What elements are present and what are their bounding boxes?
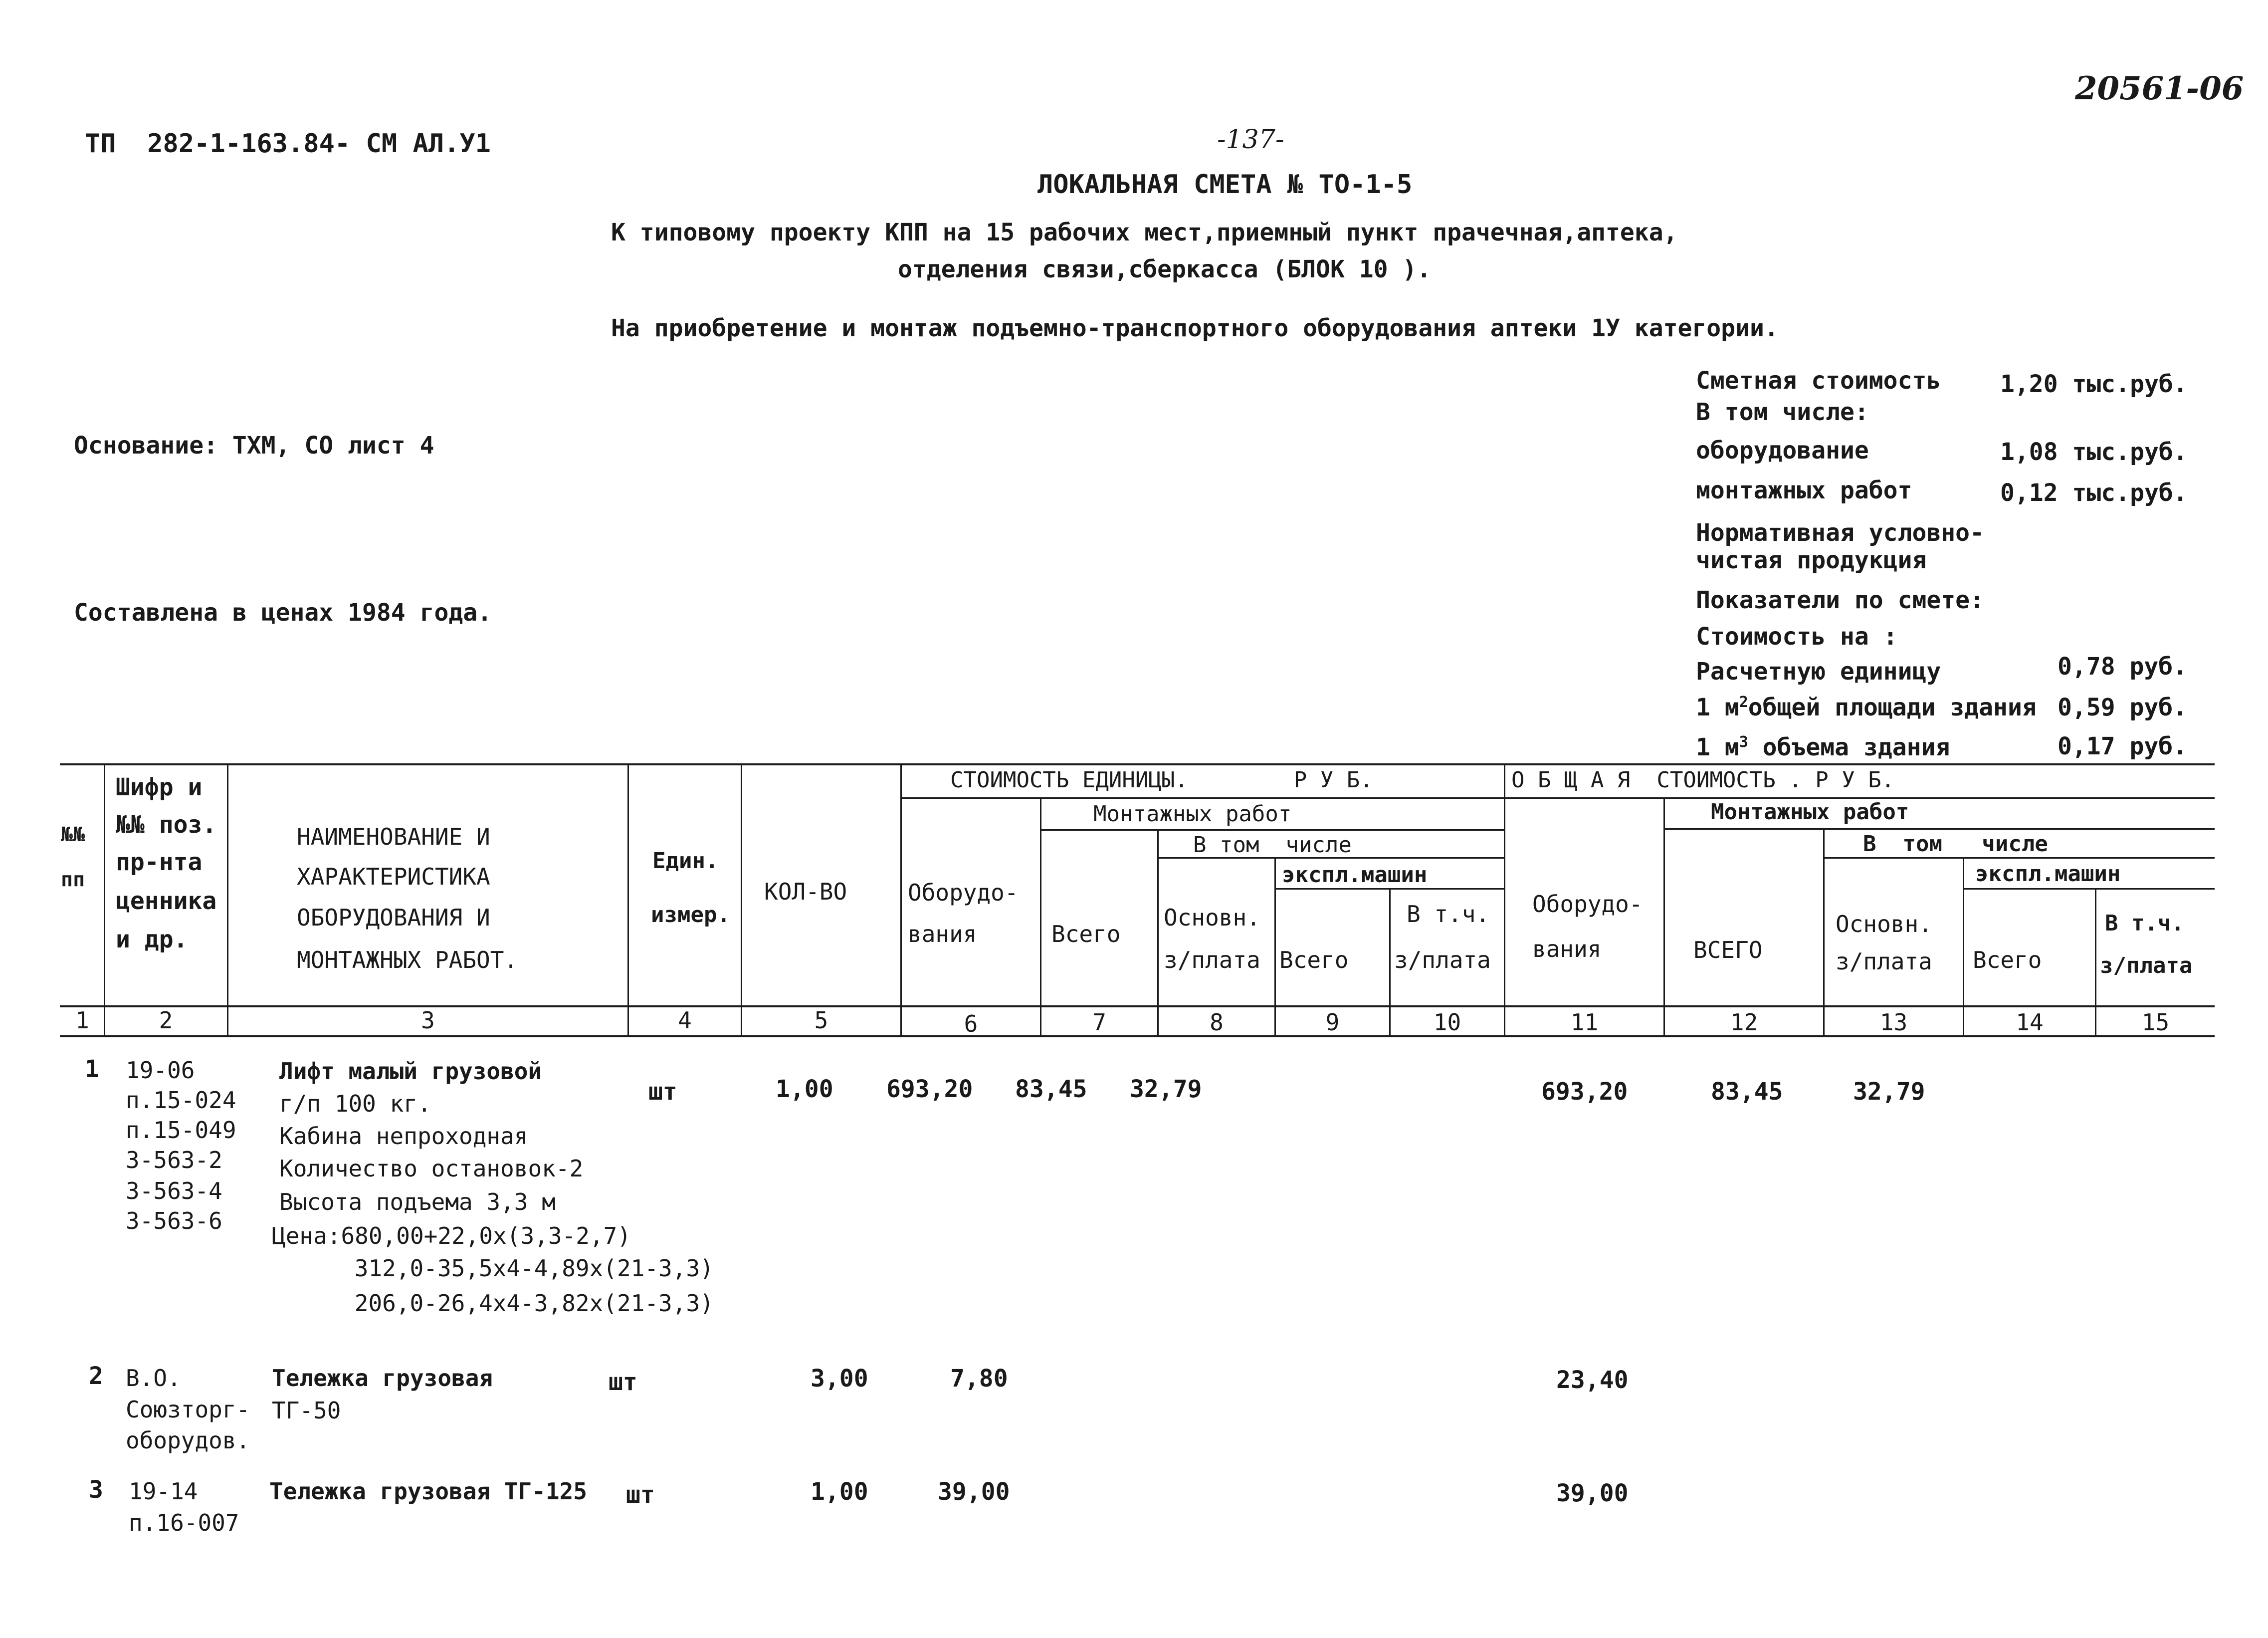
area-superscript: 2 [1739, 694, 1748, 711]
row1-num: 1 [85, 1055, 99, 1083]
hdr-col2-l1: Шифр и [116, 773, 203, 801]
hdr-install-total-left: Всего [1051, 921, 1121, 947]
row1-name-1: г/п 100 кг. [279, 1090, 431, 1117]
hdr-basic-wage-left-l2: з/плата [1164, 946, 1260, 973]
hdr-col1-l2: пп [61, 868, 85, 891]
row2-unit: шт [609, 1368, 637, 1396]
vline-3 [627, 763, 629, 1035]
area-label [1696, 694, 2037, 721]
hdr-col3-l3: ОБОРУДОВАНИЯ И [297, 904, 490, 931]
subtitle-line-2: отделения связи,сберкасса (БЛОК 10 ). [898, 255, 1432, 283]
hdr-col2-l4: ценника [116, 887, 217, 915]
area-label-post: общей площади здания [1748, 694, 2037, 721]
page-number: -137- [1217, 125, 1284, 155]
row2-code-1: Союзторг- [126, 1396, 250, 1423]
hdr-equip-l1: Оборудо- [908, 879, 1019, 906]
hdr-col5: КОЛ-ВО [764, 878, 847, 905]
row3-code-0: 19-14 [129, 1478, 198, 1505]
colnum-15: 15 [2141, 1009, 2170, 1036]
row3-tot-equip: 39,00 [1556, 1479, 1629, 1507]
colnum-2: 2 [159, 1007, 173, 1034]
row1-tot-inst: 83,45 [1711, 1078, 1783, 1106]
vline-12 [1823, 828, 1825, 1035]
colnum-12: 12 [1730, 1009, 1758, 1036]
including-label: В том числе: [1696, 398, 1869, 426]
prices-year-line: Составлена в ценах 1984 года. [74, 599, 492, 627]
hdr-equip-l2: вания [908, 921, 977, 947]
volume-label-pre: 1 м [1696, 733, 1739, 761]
row1-code-0: 19-06 [126, 1057, 195, 1084]
subtitle-line-1: К типовому проекту КПП на 15 рабочих мест,приемный пункт прачечная,аптека, [611, 219, 1678, 246]
installation-label: монтажных работ [1696, 476, 1912, 504]
vline-2 [227, 763, 228, 1035]
colnum-13: 13 [1879, 1009, 1908, 1036]
row2-name-1: ТГ-50 [272, 1397, 341, 1424]
hdr-total-equip-l2: вания [1532, 936, 1602, 962]
colnum-1: 1 [75, 1007, 89, 1034]
vline-1 [104, 763, 105, 1035]
vline-6 [1040, 797, 1041, 1035]
area-label-pre: 1 м [1696, 694, 1739, 721]
colnum-11: 11 [1570, 1009, 1599, 1036]
row1-equip: 693,20 [886, 1075, 973, 1103]
row2-num: 2 [89, 1362, 103, 1390]
hdr-basic-wage-right-l1: Основн. [1836, 911, 1932, 937]
grid-install-header-right [1663, 828, 2215, 830]
cost-per-label: Стоимость на : [1696, 623, 1898, 651]
grid-top [60, 763, 2215, 765]
hdr-incl-wage-right-l1: В т.ч. [2105, 911, 2184, 936]
row1-name-0: Лифт малый грузовой [279, 1058, 542, 1085]
row1-name-3: Количество остановок-2 [279, 1155, 584, 1182]
hdr-machines-right: экспл.машин [1975, 861, 2121, 887]
document-code: ТП 282-1-163.84- СМ АЛ.У1 [85, 129, 491, 159]
hdr-basic-wage-left-l1: Основн. [1164, 904, 1260, 931]
row2-code-2: оборудов. [126, 1427, 250, 1454]
normative-label-1: Нормативная условно- [1696, 519, 1984, 547]
colnum-8: 8 [1210, 1009, 1224, 1036]
vline-7 [1157, 829, 1159, 1035]
hdr-basic-wage-right-l2: з/плата [1836, 948, 1932, 975]
hdr-total-equip-l1: Оборудо- [1532, 891, 1643, 918]
stamp-number: 20561-06 [2075, 70, 2244, 107]
colnum-10: 10 [1433, 1009, 1461, 1036]
row1-code-3: 3-563-2 [126, 1147, 222, 1173]
row1-code-5: 3-563-6 [126, 1207, 222, 1234]
equipment-label: оборудование [1696, 437, 1869, 465]
vline-11 [1663, 797, 1665, 1035]
hdr-col1-l1: №№ [61, 823, 85, 846]
hdr-all-right: Всего [1973, 946, 2042, 973]
equipment-value: 1,08 тыс.руб. [2000, 438, 2188, 466]
row3-code-1: п.16-007 [129, 1509, 239, 1536]
row3-unit: шт [626, 1481, 655, 1509]
grid-machines-right [1963, 888, 2215, 890]
row1-inst-wage: 32,79 [1130, 1075, 1202, 1103]
colnum-6: 6 [964, 1010, 978, 1037]
row2-code-0: В.О. [126, 1365, 181, 1392]
hdr-machines-left: экспл.машин [1282, 862, 1428, 888]
hdr-col3-l1: НАИМЕНОВАНИЕ И [297, 823, 490, 850]
row1-qty: 1,00 [776, 1075, 833, 1103]
estimated-cost-label: Сметная стоимость [1696, 367, 1941, 395]
row2-qty: 3,00 [811, 1365, 868, 1393]
document-title: ЛОКАЛЬНАЯ СМЕТА № ТО-1-5 [1037, 170, 1413, 200]
row3-equip: 39,00 [938, 1478, 1010, 1506]
hdr-col4-l1: Един. [652, 848, 719, 874]
indicators-label: Показатели по смете: [1696, 586, 1984, 614]
hdr-col2-l2: №№ поз. [116, 811, 217, 839]
hdr-incl-right: В том числе [1863, 831, 2048, 857]
row1-tot-wage: 32,79 [1853, 1078, 1925, 1106]
vline-10 [1504, 763, 1505, 1035]
row1-code-2: п.15-049 [126, 1117, 236, 1144]
row3-qty: 1,00 [811, 1478, 868, 1506]
volume-superscript: 3 [1739, 733, 1748, 751]
row1-tot-equip: 693,20 [1541, 1078, 1628, 1106]
row1-code-1: п.15-024 [126, 1087, 236, 1114]
row3-name-0: Тележка грузовая ТГ-125 [269, 1478, 587, 1505]
hdr-incl-left: В том числе [1193, 832, 1352, 858]
estimated-cost-value: 1,20 тыс.руб. [2000, 370, 2188, 398]
row3-num: 3 [89, 1476, 103, 1504]
row1-unit: шт [648, 1078, 677, 1106]
unit-value: 0,78 руб. [2058, 653, 2188, 681]
hdr-incl-wage-right-l2: з/плата [2100, 953, 2193, 978]
purpose-line: На приобретение и монтаж подъемно-транспортного оборудования аптеки 1У категории. [611, 314, 1779, 342]
volume-label [1696, 733, 1950, 761]
row1-name-6: 312,0-35,5х4-4,89х(21-3,3) [299, 1255, 714, 1282]
installation-value: 0,12 тыс.руб. [2000, 479, 2188, 507]
colnum-4: 4 [678, 1007, 692, 1034]
colnum-7: 7 [1092, 1009, 1106, 1036]
hdr-col4-l2: измер. [651, 902, 730, 928]
hdr-col2-l3: пр-нта [116, 848, 203, 876]
row1-name-7: 206,0-26,4х4-3,82х(21-3,3) [299, 1290, 714, 1317]
row1-inst-total: 83,45 [1015, 1075, 1087, 1103]
hdr-col3-l2: ХАРАКТЕРИСТИКА [297, 863, 490, 890]
hdr-all-left: Всего [1279, 946, 1349, 973]
colnum-5: 5 [814, 1007, 828, 1034]
colnum-14: 14 [2016, 1009, 2044, 1036]
hdr-install-left: Монтажных работ [1093, 801, 1292, 827]
hdr-install-right: Монтажных работ [1711, 799, 1909, 825]
hdr-incl-wage-left-l2: з/плата [1394, 946, 1491, 973]
grid-unit-cost-header [900, 797, 2215, 799]
hdr-unit-cost: СТОИМОСТЬ ЕДИНИЦЫ. Р У Б. [950, 767, 1373, 793]
row1-code-4: 3-563-4 [126, 1177, 222, 1204]
area-value: 0,59 руб. [2058, 694, 2188, 721]
hdr-total-cost: О Б Щ А Я СТОИМОСТЬ . Р У Б. [1511, 767, 1895, 793]
normative-label-2: чистая продукция [1696, 546, 1927, 574]
grid-incl-right [1823, 857, 2215, 859]
row1-name-5: Цена:680,00+22,0х(3,3-2,7) [272, 1222, 631, 1249]
colnum-9: 9 [1325, 1009, 1340, 1036]
volume-label-post: объема здания [1748, 733, 1950, 761]
vline-4 [741, 763, 742, 1035]
unit-label: Расчетную единицу [1696, 658, 1941, 686]
grid-install-header-left [1040, 829, 1504, 831]
row2-tot-equip: 23,40 [1556, 1366, 1629, 1394]
vline-5 [900, 763, 902, 1035]
row1-name-2: Кабина непроходная [279, 1123, 528, 1150]
hdr-install-total-right: ВСЕГО [1693, 936, 1763, 963]
row2-name-0: Тележка грузовая [272, 1365, 493, 1392]
hdr-col2-l5: и др. [116, 926, 188, 953]
colnum-3: 3 [421, 1007, 435, 1034]
row2-equip: 7,80 [950, 1365, 1008, 1393]
volume-value: 0,17 руб. [2058, 732, 2188, 760]
basis-line: Основание: ТХМ, СО лист 4 [74, 432, 434, 460]
hdr-incl-wage-left-l1: В т.ч. [1407, 901, 1490, 928]
hdr-col3-l4: МОНТАЖНЫХ РАБОТ. [297, 946, 518, 973]
row1-name-4: Высота подъема 3,3 м [279, 1188, 556, 1215]
